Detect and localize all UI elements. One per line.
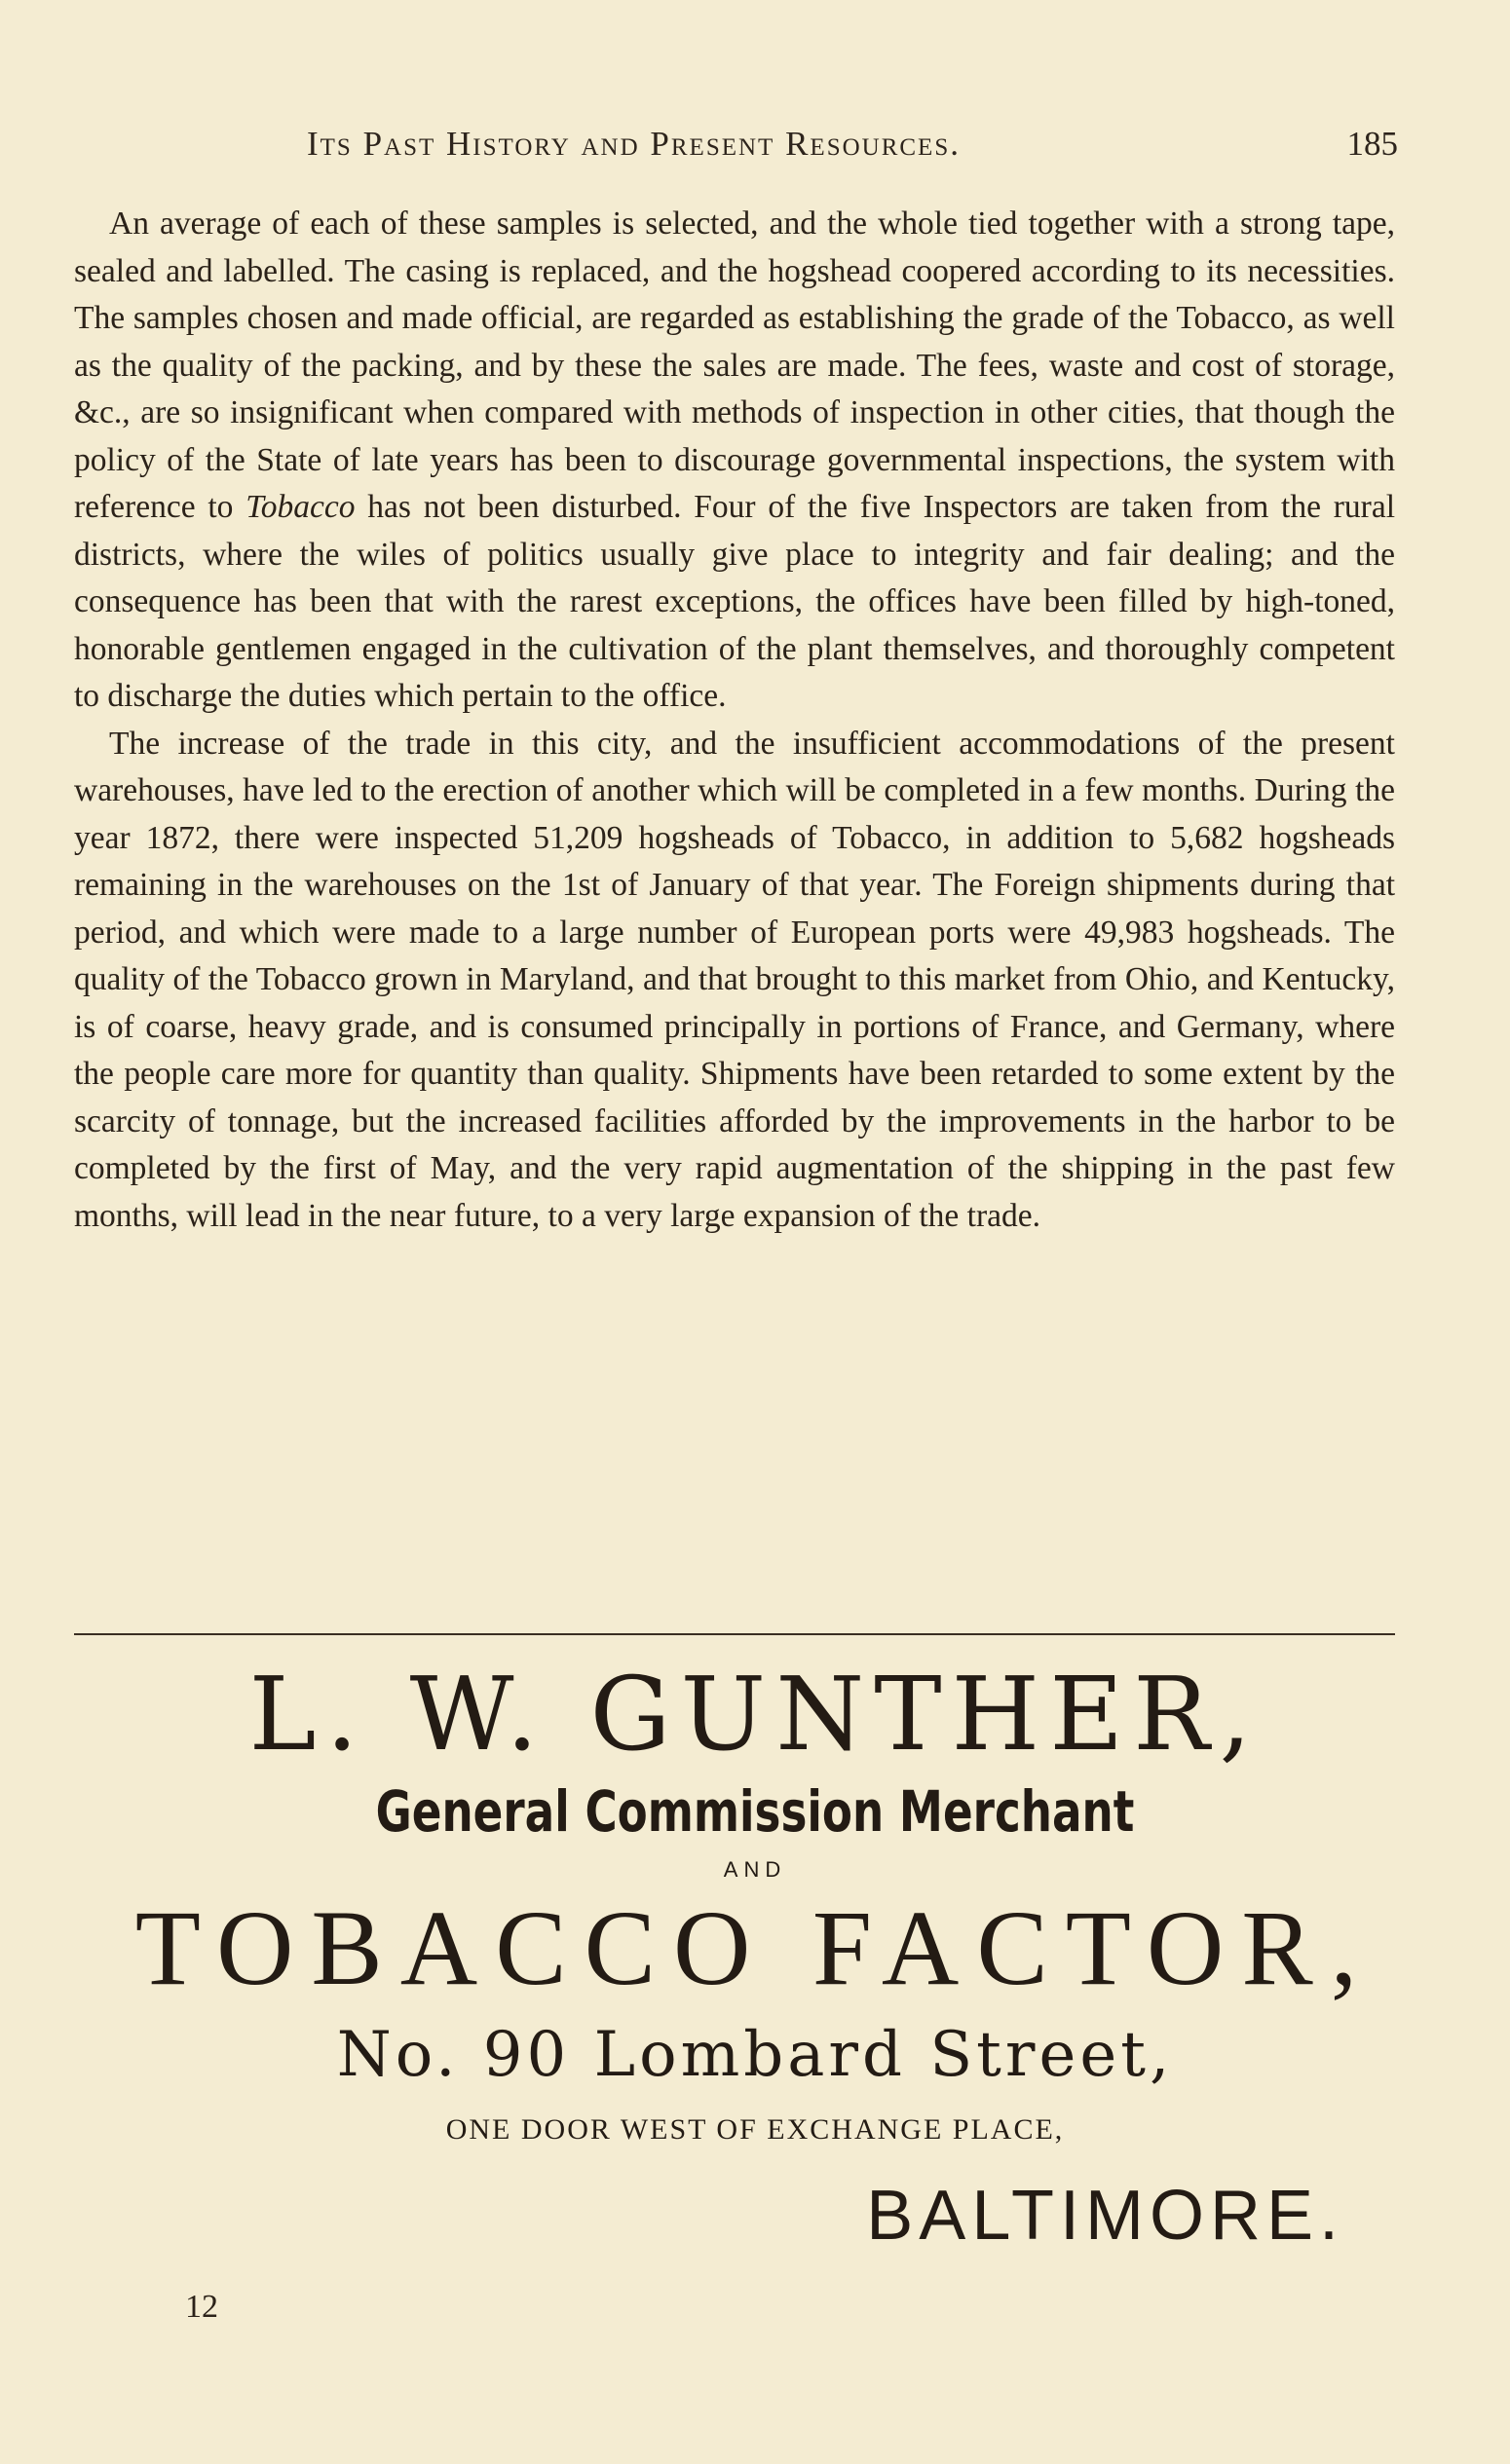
- ad-trade: TOBACCO FACTOR,: [134, 1888, 1376, 2007]
- paragraph-1: [74, 201, 1395, 721]
- ad-location: ONE DOOR WEST OF EXCHANGE PLACE,: [445, 2113, 1065, 2146]
- ad-conjunction: AND: [723, 1857, 787, 1882]
- body-text: [74, 201, 1395, 1240]
- running-title: Its Past History and Present Resources.: [307, 125, 961, 163]
- running-head: [278, 125, 1398, 173]
- paragraph-1-text-b: has not been disturbed. Four of the five Inspectors are taken from the rural districts, where the wiles of politics usually give place to integrity and fair dealing; and the consequence has been that with the rarest exceptions, the offices have been filled by high-toned, honorable gentlemen engaged in the cultivation of the plant themselves, and thoroughly competent to discharge the duties which pertain to the office.: [74, 489, 1395, 714]
- signature-mark: 12: [185, 2289, 218, 2325]
- divider-rule: [74, 1633, 1395, 1635]
- ad-address: No. 90 Lombard Street,: [336, 2019, 1174, 2091]
- ad-city: BALTIMORE.: [866, 2177, 1344, 2255]
- page-number: 185: [1346, 125, 1398, 163]
- paragraph-2: The increase of the trade in this city, and the insufficient accommodations of the present warehouses, have led to the erection of another which will be completed in a few months. During the year 1872, there were inspected 51,209 hogsheads of Tobacco, in addition to 5,682 hogsheads remaining in the warehouses on the 1st of January of that year. The Foreign shipments during that period, and which were made to a large number of European ports were 49,983 hogsheads. The quality of the Tobacco grown in Maryland, and that brought to this market from Ohio, and Kentucky, is of coarse, heavy grade, and is consumed principally in portions of France, and Germany, where the people care more for quantity than quality. Shipments have been retarded to some extent by the scarcity of tonnage, but the increased facilities afforded by the improvements in the harbor to be completed by the first of May, and the very rapid augmentation of the shipping in the past few months, will lead in the near future, to a very large expansion of the trade.: [74, 725, 1395, 1234]
- ad-subtitle: General Commission Merchant: [375, 1778, 1135, 1845]
- paragraph-1-text-a: An average of each of these samples is selected, and the whole tied together with a strong tape, sealed and labelled. The casing is replaced, and the hogshead coopered according to its necessities. The samples chosen and made official, are regarded as establishing the grade of the Tobacco, as well as the quality of the packing, and by these the sales are made. The fees, waste and cost of storage, &c., are so insignificant when compared with methods of inspection in other cities, that though the policy of the State of late years has been to discourage governmental inspections, the system with reference to: [74, 205, 1395, 525]
- paragraph-1-italic: Tobacco: [245, 489, 356, 525]
- ad-merchant-name: L. W. GUNTHER,: [248, 1655, 1262, 1773]
